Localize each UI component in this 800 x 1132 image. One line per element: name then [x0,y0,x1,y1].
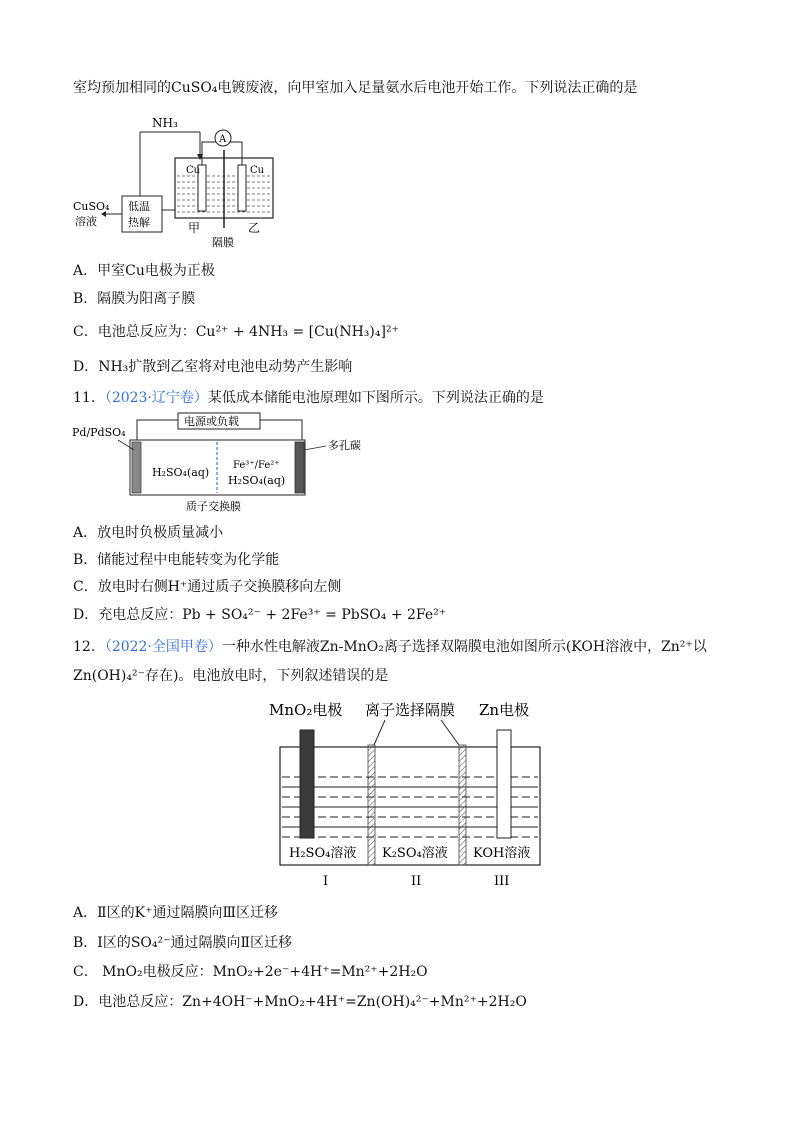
q11-load-label: 电源或负载 [184,415,239,428]
q11-stem [73,388,544,408]
q12-stem-line1 [73,637,707,657]
q11-option-d: D．充电总反应：Pb + SO₄²⁻ + 2Fe³⁺ = PbSO₄ + 2Fe²⁺ [73,607,447,623]
q11-stem-text: 某低成本储能电池原理如下图所示。下列说法正确的是 [207,390,544,406]
q12-zone-2: II [411,874,422,889]
q11-source: （2023·辽宁卷） [104,390,208,406]
q10-stem-line: 室均预加相同的CuSO₄电镀废液，向甲室加入足量氨水后电池开始工作。下列说法正确的是 [73,80,638,96]
q11-option-b: B．储能过程中电能转变为化学能 [73,552,280,568]
q10-box-line2: 热解 [128,216,150,229]
q10-option-a: A．甲室Cu电极为正极 [73,263,215,279]
q10-cuso4-solution: 溶液 [75,215,97,228]
q12-number: 12． [73,639,105,655]
q10-membrane-label: 隔膜 [212,236,234,249]
q11-left-electrode: Pd/PdSO₄ [72,426,126,439]
q12-mno2-label: MnO₂电极 [269,701,343,719]
q10-option-d: D．NH₃扩散到乙室将对电池电动势产生影响 [73,359,353,375]
q11-number: 11． [73,390,105,406]
q10-room-a: 甲 [188,221,201,235]
q12-stem-line2: Zn(OH)₄²⁻存在)。电池放电时，下列叙述错误的是 [73,668,389,684]
q10-cuso4-label: CuSO₄ [73,200,110,213]
q12-zone-1: I [323,874,329,889]
q11-right-electrode: 多孔碳 [328,439,361,452]
q12-source: （2022·全国甲卷） [104,639,222,655]
q12-sol-1: H₂SO₄溶液 [289,846,357,861]
q12-option-c: C． MnO₂电极反应：MnO₂+2e⁻+4H⁺=Mn²⁺+2H₂O [73,964,428,980]
q12-option-a: A．Ⅱ区的K⁺通过隔膜向Ⅲ区迁移 [73,905,278,921]
q11-option-c: C．放电时右侧H⁺通过质子交换膜移向左侧 [73,579,342,595]
q10-figure [70,110,370,250]
q12-figure [265,695,555,890]
q12-sol-3: KOH溶液 [473,846,531,861]
q12-stem-text-1: 一种水性电解液Zn-MnO₂离子选择双隔膜电池如图所示(KOH溶液中，Zn²⁺以 [221,639,707,655]
q11-right-solution-2: H₂SO₄(aq) [228,474,286,487]
q12-zn-label: Zn电极 [479,701,530,719]
q10-option-b: B．隔膜为阳离子膜 [73,291,196,307]
q11-right-solution-1: Fe³⁺/Fe²⁺ [233,460,280,471]
q12-zone-3: III [494,874,510,889]
q10-ammeter-label: A [219,134,227,145]
q10-option-c: C．电池总反应为：Cu²⁺ + 4NH₃ = [Cu(NH₃)₄]²⁺ [73,324,399,340]
q10-box-line1: 低温 [128,200,150,213]
q10-cu-left: Cu [186,165,201,176]
q10-cu-right: Cu [250,165,265,176]
q11-membrane-label: 质子交换膜 [186,500,241,513]
q11-figure [70,410,390,515]
q12-option-d: D．电池总反应：Zn+4OH⁻+MnO₂+4H⁺=Zn(OH)₄²⁻+Mn²⁺+2H₂O [73,994,527,1010]
q12-sol-2: K₂SO₄溶液 [382,846,448,861]
q12-option-b: B．Ⅰ区的SO₄²⁻通过隔膜向Ⅱ区迁移 [73,935,293,951]
q11-option-a: A．放电时负极质量减小 [73,525,224,541]
q10-room-b: 乙 [248,221,261,235]
q12-membrane-label: 离子选择隔膜 [365,701,456,719]
q10-nh3-label: NH₃ [152,116,178,130]
q11-left-solution: H₂SO₄(aq) [152,466,210,479]
